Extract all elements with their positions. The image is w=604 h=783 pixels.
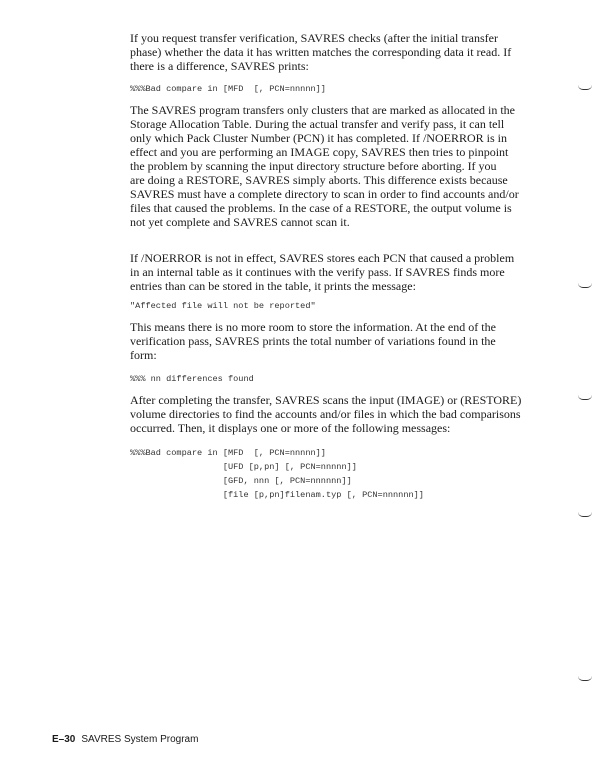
paragraph-noerror bbox=[130, 251, 514, 293]
code-line: %%%Bad compare in [MFD [, PCN=nnnnn]] bbox=[130, 448, 326, 458]
text-line: volume directories to find the accounts and/or files in which the bad comparisons bbox=[130, 407, 521, 421]
code-line: %%%Bad compare in [MFD [, PCN=nnnnn]] bbox=[130, 84, 326, 94]
text-line: phase) whether the data it has written matches the corresponding data it read. If bbox=[130, 45, 512, 59]
text-line: the problem by scanning the input directory structure before aborting. If you bbox=[130, 159, 497, 173]
text-line: occurred. Then, it displays one or more of the following messages: bbox=[130, 421, 451, 435]
code-line: "Affected file will not be reported" bbox=[130, 301, 316, 311]
binding-mark bbox=[578, 283, 592, 288]
text-line: After completing the transfer, SAVRES scans the input (IMAGE) or (RESTORE) bbox=[130, 393, 522, 407]
code-affected-file bbox=[130, 299, 316, 313]
paragraph-after-transfer bbox=[130, 393, 521, 435]
binding-mark bbox=[578, 512, 592, 517]
text-line: files that caused the problems. In the case of a RESTORE, the output volume is bbox=[130, 201, 512, 215]
code-differences bbox=[130, 372, 254, 386]
text-line: form: bbox=[130, 348, 157, 362]
binding-mark bbox=[578, 395, 592, 400]
code-line: [file [p,pn]filenam.typ [, PCN=nnnnnn]] bbox=[130, 490, 424, 500]
page-footer bbox=[52, 734, 198, 745]
code-bad-compare bbox=[130, 82, 326, 96]
text-line: are doing a RESTORE, SAVRES simply aborts. This difference exists because bbox=[130, 173, 508, 187]
text-line: there is a difference, SAVRES prints: bbox=[130, 59, 309, 73]
paragraph-verification bbox=[130, 31, 511, 73]
paragraph-clusters bbox=[130, 103, 519, 229]
text-line: only which Pack Cluster Number (PCN) it has completed. If /NOERROR is in bbox=[130, 131, 507, 145]
text-line: verification pass, SAVRES prints the total number of variations found in the bbox=[130, 334, 496, 348]
text-line: SAVRES must have a complete directory to scan in order to find accounts and/or bbox=[130, 187, 519, 201]
binding-mark bbox=[578, 85, 592, 90]
text-line: Storage Allocation Table. During the actual transfer and verify pass, it can tell bbox=[130, 117, 505, 131]
code-messages bbox=[130, 446, 424, 502]
text-line: in an internal table as it continues with the verify pass. If SAVRES finds more bbox=[130, 265, 505, 279]
text-line: If you request transfer verification, SAVRES checks (after the initial transfer bbox=[130, 31, 498, 45]
page-number: E–30 bbox=[52, 734, 76, 745]
text-line: entries than can be stored in the table, it prints the message: bbox=[130, 279, 416, 293]
text-line: If /NOERROR is not in effect, SAVRES stores each PCN that caused a problem bbox=[130, 251, 515, 265]
text-line: This means there is no more room to store the information. At the end of the bbox=[130, 320, 496, 334]
footer-title: SAVRES System Program bbox=[81, 734, 199, 745]
code-line: [GFD, nnn [, PCN=nnnnnn]] bbox=[130, 476, 352, 486]
paragraph-no-room bbox=[130, 320, 496, 362]
text-line: The SAVRES program transfers only clusters that are marked as allocated in the bbox=[130, 103, 516, 117]
code-line: %%% nn differences found bbox=[130, 374, 254, 384]
binding-mark bbox=[578, 676, 592, 681]
code-line: [UFD [p,pn] [, PCN=nnnnn]] bbox=[130, 462, 357, 472]
text-line: effect and you are performing an IMAGE copy, SAVRES then tries to pinpoint bbox=[130, 145, 509, 159]
text-line: not yet complete and SAVRES cannot scan it. bbox=[130, 215, 350, 229]
